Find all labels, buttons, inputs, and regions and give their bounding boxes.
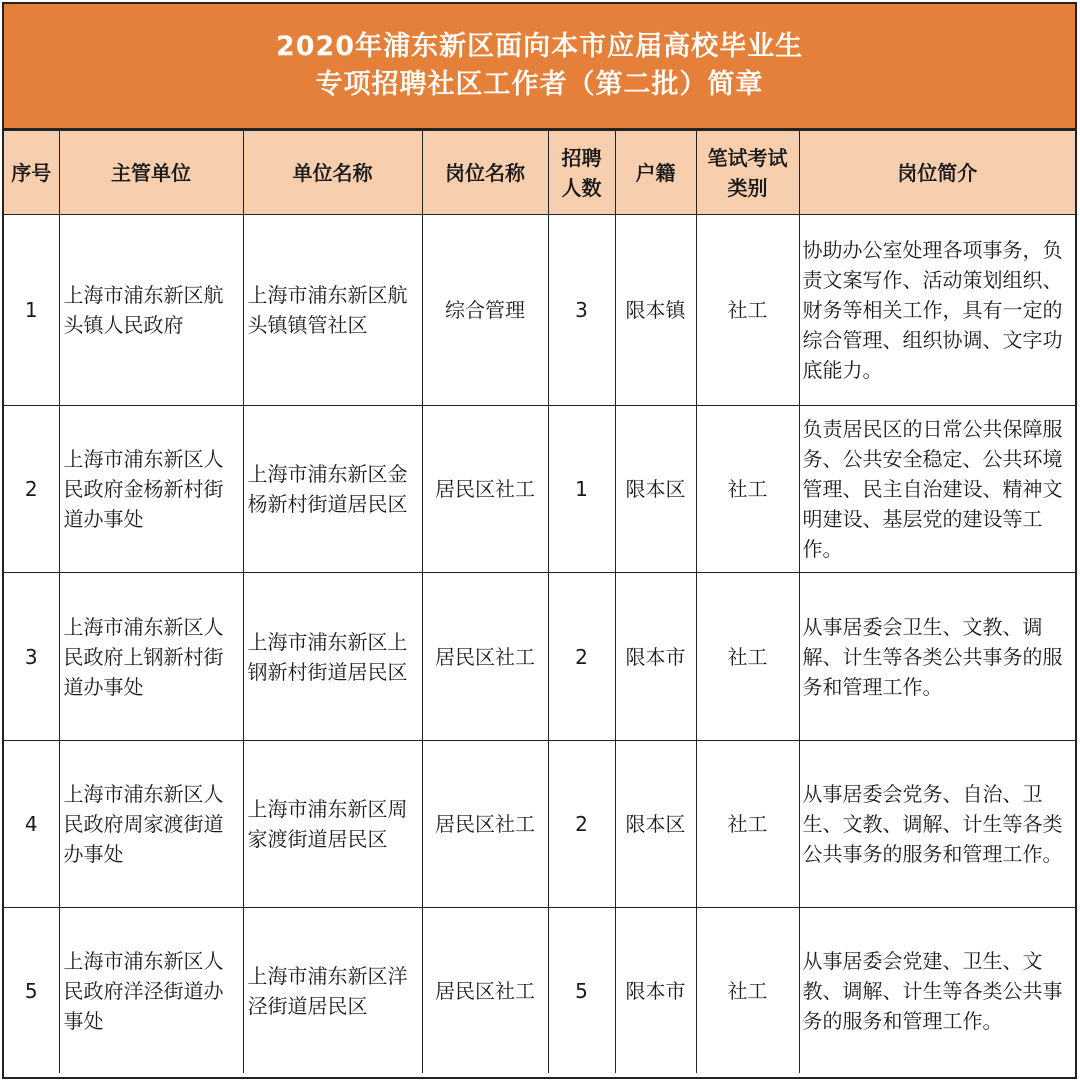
cell-hukou: 限本市: [615, 573, 696, 741]
cell-exam: 社工: [696, 908, 799, 1074]
cell-seq: 5: [4, 908, 59, 1074]
cell-dept: 上海市浦东新区人民政府周家渡街道办事处: [59, 741, 243, 908]
cell-exam: 社工: [696, 406, 799, 573]
col-header-seq: 序号: [4, 131, 59, 215]
table-row: [4, 908, 1075, 1074]
col-header-hukou: 户籍: [615, 131, 696, 215]
col-header-exam-line1: 笔试考试: [707, 145, 788, 170]
cell-exam: 社工: [696, 741, 799, 908]
table-row: [4, 741, 1075, 908]
recruitment-sheet: [2, 2, 1077, 1079]
col-header-unit: 单位名称: [243, 131, 422, 215]
cell-count: 3: [548, 215, 615, 406]
cell-unit: 上海市浦东新区洋泾街道居民区: [243, 908, 422, 1074]
col-header-count-line2: 人数: [561, 175, 602, 200]
cell-seq: 2: [4, 406, 59, 573]
table-header-row: [4, 131, 1075, 215]
cell-unit: 上海市浦东新区航头镇镇管社区: [243, 215, 422, 406]
col-header-count: [548, 131, 615, 215]
col-header-exam-line2: 类别: [727, 175, 768, 200]
cell-seq: 3: [4, 573, 59, 741]
cell-unit: 上海市浦东新区上钢新村街道居民区: [243, 573, 422, 741]
cell-post: 居民区社工: [422, 908, 548, 1074]
cell-post: 居民区社工: [422, 741, 548, 908]
cell-dept: 上海市浦东新区航头镇人民政府: [59, 215, 243, 406]
cell-hukou: 限本镇: [615, 215, 696, 406]
cell-count: 1: [548, 406, 615, 573]
cell-dept: 上海市浦东新区人民政府金杨新村街道办事处: [59, 406, 243, 573]
title-line-1: 2020年浦东新区面向本市应届高校毕业生: [275, 31, 804, 62]
cell-intro: 负责居民区的日常公共保障服务、公共安全稳定、公共环境管理、民主自治建设、精神文明建设、基层党的建设等工作。: [799, 406, 1075, 573]
cell-dept: 上海市浦东新区人民政府洋泾街道办事处: [59, 908, 243, 1074]
cell-post: 居民区社工: [422, 573, 548, 741]
cell-hukou: 限本区: [615, 741, 696, 908]
cell-count: 2: [548, 741, 615, 908]
cell-intro: 从事居委会卫生、文教、调解、计生等各类公共事务的服务和管理工作。: [799, 573, 1075, 741]
col-header-count-line1: 招聘: [561, 145, 602, 170]
cell-hukou: 限本市: [615, 908, 696, 1074]
cell-seq: 4: [4, 741, 59, 908]
cell-exam: 社工: [696, 215, 799, 406]
title-line-2: 专项招聘社区工作者（第二批）简章: [315, 69, 764, 100]
cell-exam: 社工: [696, 573, 799, 741]
col-header-intro: 岗位简介: [799, 131, 1075, 215]
col-header-post: 岗位名称: [422, 131, 548, 215]
positions-table: [4, 130, 1075, 1073]
cell-post: 综合管理: [422, 215, 548, 406]
cell-unit: 上海市浦东新区周家渡街道居民区: [243, 741, 422, 908]
page-title: [4, 4, 1075, 130]
col-header-dept: 主管单位: [59, 131, 243, 215]
cell-seq: 1: [4, 215, 59, 406]
cell-dept: 上海市浦东新区人民政府上钢新村街道办事处: [59, 573, 243, 741]
col-header-exam: [696, 131, 799, 215]
cell-hukou: 限本区: [615, 406, 696, 573]
table-row: [4, 215, 1075, 406]
cell-intro: 从事居委会党建、卫生、文教、调解、计生等各类公共事务的服务和管理工作。: [799, 908, 1075, 1074]
cell-count: 5: [548, 908, 615, 1074]
table-row: [4, 573, 1075, 741]
cell-unit: 上海市浦东新区金杨新村街道居民区: [243, 406, 422, 573]
cell-intro: 从事居委会党务、自治、卫生、文教、调解、计生等各类公共事务的服务和管理工作。: [799, 741, 1075, 908]
table-row: [4, 406, 1075, 573]
cell-count: 2: [548, 573, 615, 741]
cell-intro: 协助办公室处理各项事务，负责文案写作、活动策划组织、财务等相关工作，具有一定的综合管理、组织协调、文字功底能力。: [799, 215, 1075, 406]
cell-post: 居民区社工: [422, 406, 548, 573]
